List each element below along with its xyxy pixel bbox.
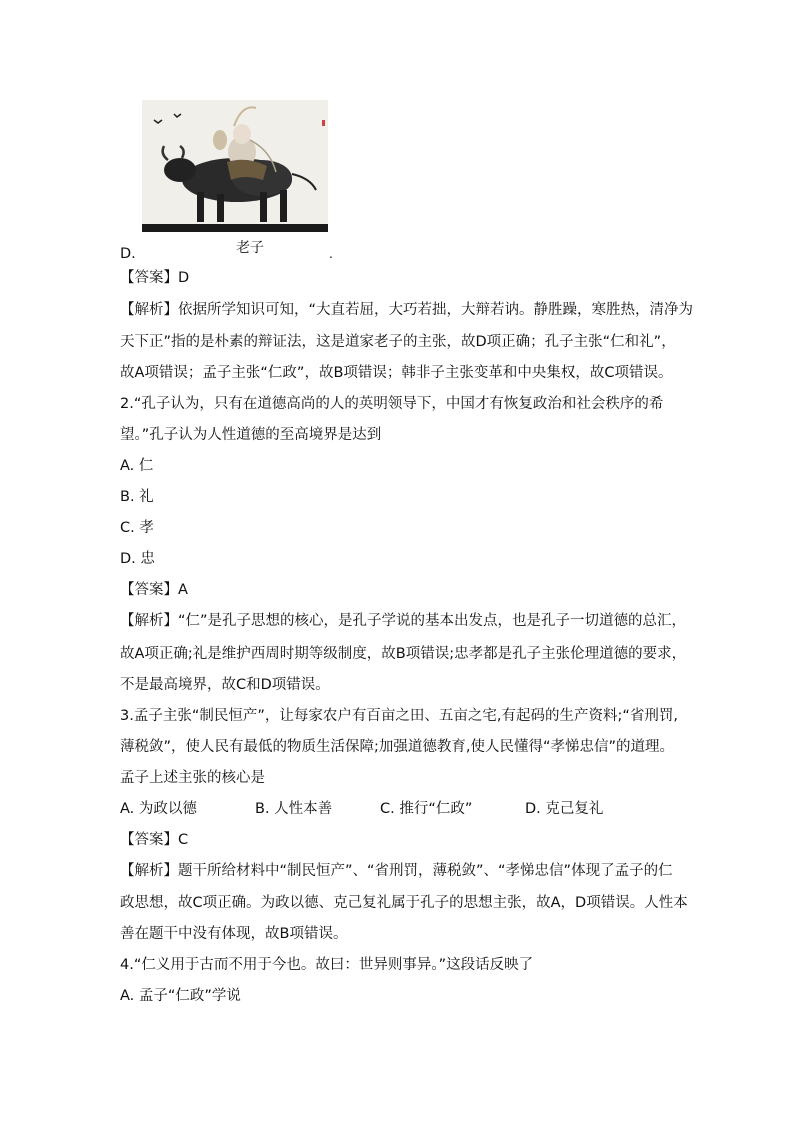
q2-option-c: C. 孝 xyxy=(120,520,154,536)
q3-stem-line-1: 3.孟子主张“制民恒产”，让每家农户有百亩之田、五亩之宅,有起码的生产资料;“省刑罚, xyxy=(120,708,678,724)
q2-stem-line-2: 望。”孔子认为人性道德的至高境界是达到 xyxy=(120,427,382,443)
option-d-label: D. xyxy=(120,246,136,262)
q3-option-b: B. 人性本善 xyxy=(255,801,333,817)
q3-analysis-line-1: 【解析】题干所给材料中“制民恒产”、“省刑罚，薄税敛”、“孝悌忠信”体现了孟子的仁 xyxy=(120,863,673,879)
q3-options-row xyxy=(120,799,603,819)
q3-stem-line-2: 薄税敛”，使人民有最低的物质生活保障;加强道德教育,使人民懂得“孝悌忠信”的道理。 xyxy=(120,739,675,755)
q2-option-b: B. 礼 xyxy=(120,489,154,505)
q3-option-d: D. 克己复礼 xyxy=(525,801,604,817)
q3-analysis-line-2: 政思想，故C项正确。为政以德、克己复礼属于孔子的思想主张，故A，D项错误。人性本 xyxy=(120,895,688,911)
q3-option-a: A. 为政以德 xyxy=(120,801,197,817)
q2-option-d: D. 忠 xyxy=(120,551,155,567)
q3-option-c: C. 推行“仁政” xyxy=(380,801,473,817)
q2-analysis-line-3: 不是最高境界，故C和D项错误。 xyxy=(120,677,330,693)
q2-option-a: A. 仁 xyxy=(120,458,154,474)
q2-analysis-line-2: 故A项正确;礼是维护西周时期等级制度，故B项错误;忠孝都是孔子主张伦理道德的要求， xyxy=(120,646,687,662)
trailing-period: . xyxy=(329,247,333,261)
q1-answer: 【答案】D xyxy=(120,270,190,286)
q3-analysis-line-3: 善在题干中没有体现，故B项错误。 xyxy=(120,926,348,942)
q3-stem-line-3: 孟子上述主张的核心是 xyxy=(120,770,265,786)
q4-stem: 4.“仁义用于古而不用于今也。故曰：世异则事异。”这段话反映了 xyxy=(120,957,534,973)
q2-analysis-line-1: 【解析】“仁”是孔子思想的核心，是孔子学说的基本出发点，也是孔子一切道德的总汇， xyxy=(120,613,687,629)
q2-answer: 【答案】A xyxy=(120,582,188,598)
q1-analysis-line-2: 天下正”指的是朴素的辩证法，这是道家老子的主张，故D项正确；孔子主张“仁和礼”， xyxy=(120,334,676,350)
q1-analysis-line-3: 故A项错误；孟子主张“仁政”，故B项错误；韩非子主张变革和中央集权，故C项错误。 xyxy=(120,365,673,381)
q1-analysis-line-1: 【解析】依据所学知识可知，“大直若屈，大巧若拙，大辩若讷。静胜躁，寒胜热，清净为 xyxy=(120,302,694,318)
q2-stem-line-1: 2.“孔子认为，只有在道德高尚的人的英明领导下，中国才有恢复政治和社会秩序的希 xyxy=(120,396,664,412)
figure-caption: 老子 xyxy=(236,240,264,256)
q3-answer: 【答案】C xyxy=(120,832,189,848)
laozi-painting-image xyxy=(142,100,328,232)
q4-option-a: A. 孟子“仁政”学说 xyxy=(120,988,241,1004)
